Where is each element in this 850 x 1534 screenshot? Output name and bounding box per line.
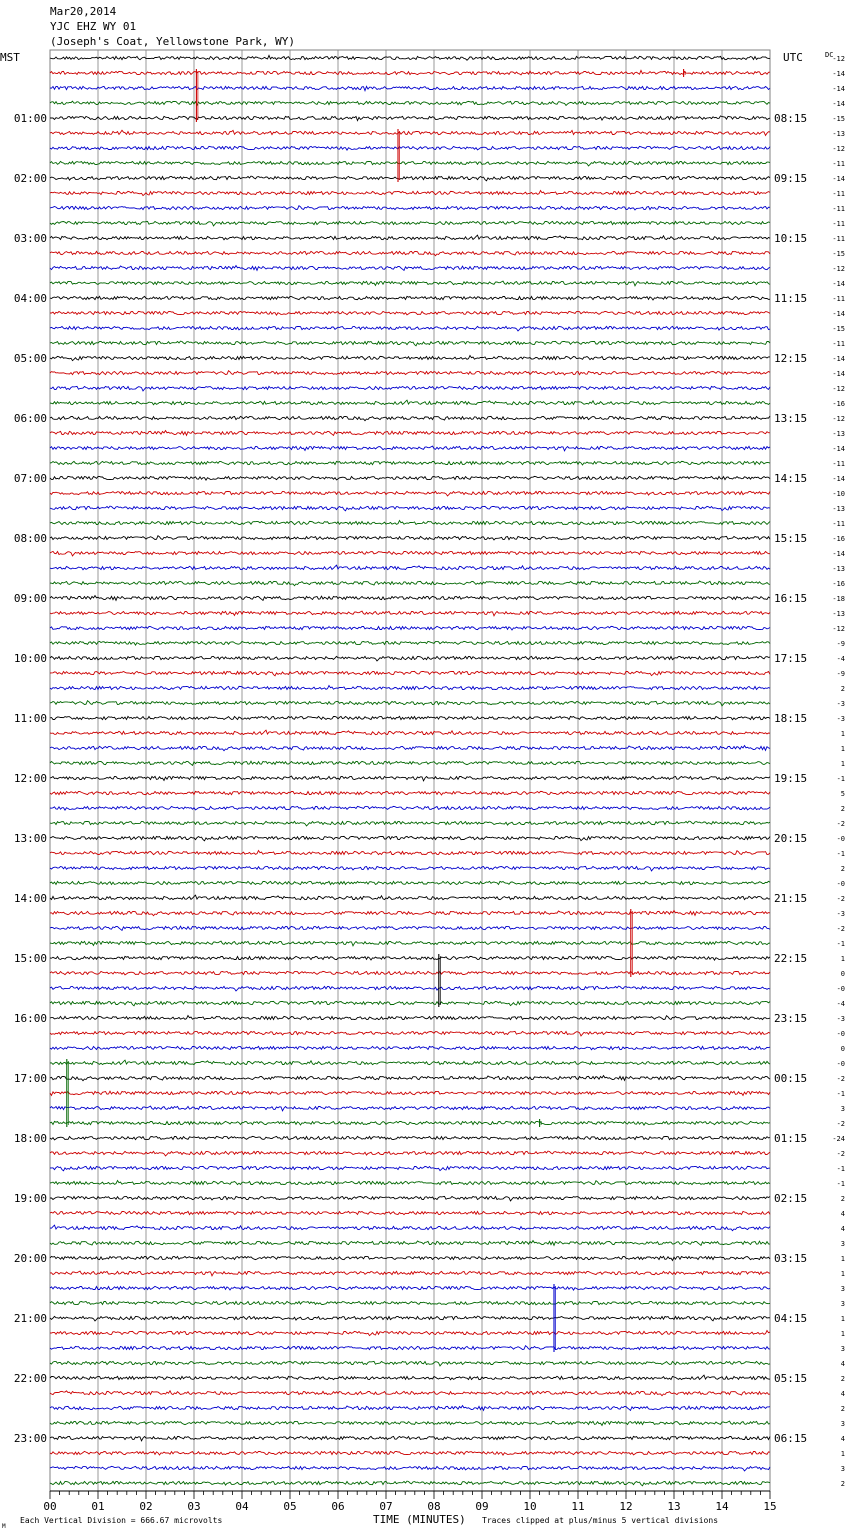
axis-labels (14, 55, 845, 1513)
dc-offset-label: 1 (840, 1450, 845, 1458)
dc-offset-label: -14 (832, 445, 845, 453)
mst-hour-label: 21:00 (13, 1312, 47, 1325)
trace-row (50, 326, 770, 331)
dc-offset-label: -14 (832, 85, 845, 93)
utc-hour-label: 05:15 (774, 1372, 808, 1385)
utc-hour-label: 08:15 (774, 112, 808, 125)
x-tick-label: 03 (187, 1500, 201, 1513)
trace-row (50, 176, 770, 181)
trace-row (50, 1031, 770, 1036)
dc-offset-label: -11 (832, 295, 845, 303)
trace-row (50, 536, 770, 540)
trace-row (50, 1286, 770, 1290)
trace-row (50, 266, 770, 271)
x-tick-label: 15 (763, 1500, 777, 1513)
trace-row (50, 206, 770, 210)
dc-offset-label: 3 (840, 1105, 845, 1113)
dc-offset-label: -2 (836, 925, 845, 933)
mst-hour-label: 12:00 (13, 772, 47, 785)
trace-row (50, 836, 770, 840)
trace-row (50, 146, 770, 150)
dc-offset-label: 3 (840, 1420, 845, 1428)
trace-row (50, 116, 770, 121)
dc-offset-label: 2 (840, 685, 845, 693)
dc-offset-label: 1 (840, 1255, 845, 1263)
dc-offset-label: 1 (840, 1315, 845, 1323)
clip-note: Traces clipped at plus/minus 5 vertical divisions (482, 1516, 719, 1525)
mst-hour-label: 16:00 (13, 1012, 47, 1025)
utc-hour-label: 23:15 (774, 1012, 808, 1025)
scale-note: Each Vertical Division = 666.67 microvolts (20, 1516, 223, 1525)
trace-row (50, 1361, 770, 1366)
dc-offset-label: -3 (836, 910, 845, 918)
dc-offset-label: -14 (832, 550, 845, 558)
dc-offset-label: 5 (840, 790, 845, 798)
mst-hour-label: 13:00 (13, 832, 47, 845)
dc-offset-label: 2 (840, 1375, 845, 1383)
dc-offset-label: -2 (836, 1150, 845, 1158)
dc-offset-label: -3 (836, 700, 845, 708)
trace-row (50, 1001, 770, 1005)
x-tick-label: 11 (571, 1500, 585, 1513)
utc-hour-label: 09:15 (774, 172, 808, 185)
utc-hour-label: 13:15 (774, 412, 808, 425)
x-tick-label: 01 (91, 1500, 105, 1513)
trace-row (50, 1406, 770, 1411)
trace-row (50, 671, 770, 675)
trace-row (50, 506, 770, 511)
trace-row (50, 701, 770, 706)
utc-hour-label: 04:15 (774, 1312, 808, 1325)
dc-offset-label: 4 (840, 1210, 845, 1218)
dc-offset-label: -18 (832, 595, 845, 603)
x-tick-label: 09 (475, 1500, 489, 1513)
utc-hour-label: 02:15 (774, 1192, 808, 1205)
dc-offset-label: -4 (836, 1000, 845, 1008)
trace-row (50, 730, 770, 734)
trace-row (50, 1106, 770, 1111)
mst-hour-label: 07:00 (13, 472, 47, 485)
dc-offset-label: 2 (840, 1195, 845, 1203)
dc-offset-label: -12 (832, 265, 845, 273)
dc-offset-label: -14 (832, 175, 845, 183)
dc-offset-label: -16 (832, 580, 845, 588)
mst-hour-label: 08:00 (13, 532, 47, 545)
trace-row (50, 1241, 770, 1246)
trace-row (50, 1166, 770, 1170)
trace-row (50, 926, 770, 930)
dc-offset-label: -11 (832, 235, 845, 243)
trace-row (50, 611, 770, 616)
utc-hour-label: 00:15 (774, 1072, 808, 1085)
mst-hour-label: 10:00 (13, 652, 47, 665)
header-station: YJC EHZ WY 01 (50, 20, 137, 33)
dc-offset-label: 4 (840, 1225, 845, 1233)
trace-row (50, 565, 770, 570)
mst-hour-label: 06:00 (13, 412, 47, 425)
trace-row (50, 521, 770, 525)
trace-row (50, 416, 770, 421)
utc-hour-label: 10:15 (774, 232, 808, 245)
trace-row (50, 776, 770, 781)
trace-row (50, 1316, 770, 1321)
trace-row (50, 101, 770, 105)
dc-offset-label: -12 (832, 415, 845, 423)
dc-offset-label: 4 (840, 1435, 845, 1443)
dc-offset-label: 2 (840, 805, 845, 813)
dc-offset-label: -1 (836, 940, 845, 948)
x-tick-label: 08 (427, 1500, 441, 1513)
mst-hour-label: 09:00 (13, 592, 47, 605)
utc-hour-label: 06:15 (774, 1432, 808, 1445)
mst-hour-label: 18:00 (13, 1132, 47, 1145)
trace-row (50, 130, 770, 135)
utc-hour-label: 15:15 (774, 532, 808, 545)
dc-offset-label: -15 (832, 325, 845, 333)
dc-offset-label: 1 (840, 730, 845, 738)
dc-offset-label: -14 (832, 100, 845, 108)
x-tick-label: 02 (139, 1500, 153, 1513)
right-timezone-label: UTC (783, 51, 803, 64)
x-tick-label: 04 (235, 1500, 249, 1513)
utc-hour-label: 11:15 (774, 292, 808, 305)
trace-row (50, 161, 770, 166)
trace-row (50, 235, 770, 240)
trace-row (50, 476, 770, 480)
trace-row (50, 70, 770, 75)
trace-row (50, 1211, 770, 1214)
trace-row (50, 581, 770, 586)
x-tick-label: 05 (283, 1500, 297, 1513)
dc-offset-label: -13 (832, 565, 845, 573)
x-tick-label: 12 (619, 1500, 633, 1513)
dc-offset-label: -11 (832, 520, 845, 528)
utc-hour-label: 17:15 (774, 652, 808, 665)
utc-hour-label: 18:15 (774, 712, 808, 725)
header-date: Mar20,2014 (50, 5, 117, 18)
mst-hour-label: 15:00 (13, 952, 47, 965)
dc-offset-label: -14 (832, 70, 845, 78)
dc-offset-label: -14 (832, 310, 845, 318)
mst-hour-label: 11:00 (13, 712, 47, 725)
dc-offset-label: 4 (840, 1360, 845, 1368)
trace-row (50, 656, 770, 661)
trace-row (50, 1091, 770, 1095)
dc-offset-label: -9 (836, 670, 845, 678)
dc-offset-label: -13 (832, 610, 845, 618)
dc-offset-label: 0 (840, 1045, 845, 1053)
utc-hour-label: 14:15 (774, 472, 808, 485)
trace-row (50, 956, 770, 960)
trace-row (50, 626, 770, 630)
dc-offset-label: 3 (840, 1285, 845, 1293)
dc-offset-label: -14 (832, 370, 845, 378)
dc-offset-label: -24 (832, 1135, 845, 1143)
x-tick-label: 07 (379, 1500, 393, 1513)
x-tick-label: 10 (523, 1500, 537, 1513)
trace-row (50, 1016, 770, 1020)
dc-offset-label: 3 (840, 1300, 845, 1308)
trace-row (50, 716, 770, 719)
dc-offset-label: 2 (840, 1480, 845, 1488)
dc-offset-label: -1 (836, 850, 845, 858)
trace-row (50, 341, 770, 346)
trace-row (50, 461, 770, 465)
trace-row (50, 971, 770, 975)
dc-offset-label: -16 (832, 535, 845, 543)
seismic-traces (50, 55, 770, 1485)
dc-offset-label: -15 (832, 250, 845, 258)
trace-row (50, 281, 770, 286)
trace-row (50, 1271, 770, 1276)
trace-row (50, 1076, 770, 1081)
dc-offset-label: -11 (832, 340, 845, 348)
trace-row (50, 911, 770, 916)
trace-row (50, 371, 770, 375)
dc-offset-label: -15 (832, 115, 845, 123)
trace-row (50, 356, 770, 361)
dc-offset-label: -11 (832, 460, 845, 468)
trace-row (50, 1436, 770, 1440)
event-spikes (67, 69, 685, 1352)
dc-offset-label: -1 (836, 1180, 845, 1188)
x-tick-label: 13 (667, 1500, 681, 1513)
utc-hour-label: 01:15 (774, 1132, 808, 1145)
utc-hour-label: 22:15 (774, 952, 808, 965)
trace-row (50, 1046, 770, 1049)
dc-offset-label: 1 (840, 1330, 845, 1338)
utc-hour-label: 21:15 (774, 892, 808, 905)
utc-hour-label: 16:15 (774, 592, 808, 605)
dc-offset-label: 1 (840, 1270, 845, 1278)
dc-offset-label: -2 (836, 895, 845, 903)
dc-offset-label: -12 (832, 55, 845, 63)
trace-row (50, 551, 770, 556)
mst-hour-label: 04:00 (13, 292, 47, 305)
trace-row (50, 1181, 770, 1185)
dc-offset-label: 4 (840, 1390, 845, 1398)
trace-row (50, 86, 770, 90)
dc-offset-label: -11 (832, 160, 845, 168)
dc-offset-label: -14 (832, 475, 845, 483)
dc-offset-label: 0 (840, 970, 845, 978)
trace-row (50, 55, 770, 60)
dc-offset-label: 3 (840, 1240, 845, 1248)
trace-row (50, 1196, 770, 1201)
dc-offset-label: -13 (832, 505, 845, 513)
trace-row (50, 1121, 770, 1125)
trace-row (50, 1136, 770, 1140)
mst-hour-label: 02:00 (13, 172, 47, 185)
x-axis-title: TIME (MINUTES) (373, 1513, 466, 1526)
trace-row (50, 386, 770, 391)
dc-offset-label: -4 (836, 655, 845, 663)
dc-offset-label: -13 (832, 130, 845, 138)
dc-offset-label: 1 (840, 745, 845, 753)
trace-row (50, 791, 770, 795)
dc-offset-label: -2 (836, 820, 845, 828)
mst-hour-label: 14:00 (13, 892, 47, 905)
trace-row (50, 821, 770, 826)
trace-row (50, 986, 770, 991)
left-timezone-label: MST (0, 51, 20, 64)
dc-offset-label: 2 (840, 865, 845, 873)
mst-hour-label: 22:00 (13, 1372, 47, 1385)
mst-hour-label: 23:00 (13, 1432, 47, 1445)
mst-hour-label: 03:00 (13, 232, 47, 245)
trace-row (50, 191, 770, 196)
utc-hour-label: 19:15 (774, 772, 808, 785)
trace-row (50, 1151, 770, 1156)
trace-row (50, 1451, 770, 1455)
dc-offset-label: -0 (836, 880, 845, 888)
dc-offset-label: -1 (836, 1090, 845, 1098)
trace-row (50, 251, 770, 255)
trace-row (50, 1391, 770, 1396)
mst-hour-label: 19:00 (13, 1192, 47, 1205)
x-tick-label: 06 (331, 1500, 345, 1513)
trace-row (50, 1421, 770, 1425)
trace-row (50, 1060, 770, 1064)
trace-row (50, 296, 770, 300)
mst-hour-label: 01:00 (13, 112, 47, 125)
trace-row (50, 866, 770, 871)
mst-hour-label: 20:00 (13, 1252, 47, 1265)
trace-row (50, 431, 770, 436)
trace-row (50, 851, 770, 855)
trace-row (50, 311, 770, 315)
dc-offset-label: -11 (832, 220, 845, 228)
dc-offset-label: 1 (840, 955, 845, 963)
dc-offset-label: -11 (832, 190, 845, 198)
trace-row (50, 1225, 770, 1231)
trace-row (50, 1481, 770, 1486)
dc-offset-label: -14 (832, 355, 845, 363)
x-tick-label: 00 (43, 1500, 57, 1513)
dc-offset-label: 3 (840, 1465, 845, 1473)
trace-row (50, 446, 770, 451)
dc-offset-label: -3 (836, 1015, 845, 1023)
trace-row (50, 1466, 770, 1471)
trace-row (50, 746, 770, 751)
dc-offset-label: -2 (836, 1120, 845, 1128)
dc-offset-label: -0 (836, 1060, 845, 1068)
utc-hour-label: 03:15 (774, 1252, 808, 1265)
trace-row (50, 761, 770, 765)
trace-row (50, 686, 770, 690)
dc-offset-label: -0 (836, 835, 845, 843)
dc-offset-label: 3 (840, 1345, 845, 1353)
trace-row (50, 806, 770, 810)
dc-offset-label: -1 (836, 775, 845, 783)
corner-mark: M (2, 1523, 6, 1530)
x-tick-label: 14 (715, 1500, 729, 1513)
dc-offset-label: 2 (840, 1405, 845, 1413)
dc-offset-label: -0 (836, 985, 845, 993)
trace-row (50, 1256, 770, 1260)
mst-hour-label: 05:00 (13, 352, 47, 365)
utc-hour-label: 20:15 (774, 832, 808, 845)
dc-offset-label: -16 (832, 400, 845, 408)
dc-offset-label: -1 (836, 1165, 845, 1173)
dc-offset-label: -11 (832, 205, 845, 213)
dc-offset-label: -12 (832, 145, 845, 153)
dc-offset-label: 1 (840, 760, 845, 768)
trace-row (50, 941, 770, 946)
trace-row (50, 596, 770, 601)
trace-row (50, 1301, 770, 1305)
trace-row (50, 881, 770, 884)
dc-offset-label: -13 (832, 430, 845, 438)
dc-offset-label: -0 (836, 1030, 845, 1038)
trace-row (50, 1375, 770, 1380)
header-location: (Joseph's Coat, Yellowstone Park, WY) (50, 35, 296, 48)
trace-row (50, 491, 770, 496)
dc-offset-label: -12 (832, 625, 845, 633)
trace-row (50, 221, 770, 226)
trace-row (50, 895, 770, 899)
dc-offset-label: -10 (832, 490, 845, 498)
trace-row (50, 1346, 770, 1350)
trace-row (50, 400, 770, 405)
dc-offset-label: -9 (836, 640, 845, 648)
trace-row (50, 1331, 770, 1336)
mst-hour-label: 17:00 (13, 1072, 47, 1085)
dc-offset-label: -12 (832, 385, 845, 393)
dc-offset-label: -3 (836, 715, 845, 723)
trace-row (50, 641, 770, 645)
dc-offset-label: -2 (836, 1075, 845, 1083)
dc-label: DC (825, 51, 834, 59)
utc-hour-label: 12:15 (774, 352, 808, 365)
dc-offset-label: -14 (832, 280, 845, 288)
